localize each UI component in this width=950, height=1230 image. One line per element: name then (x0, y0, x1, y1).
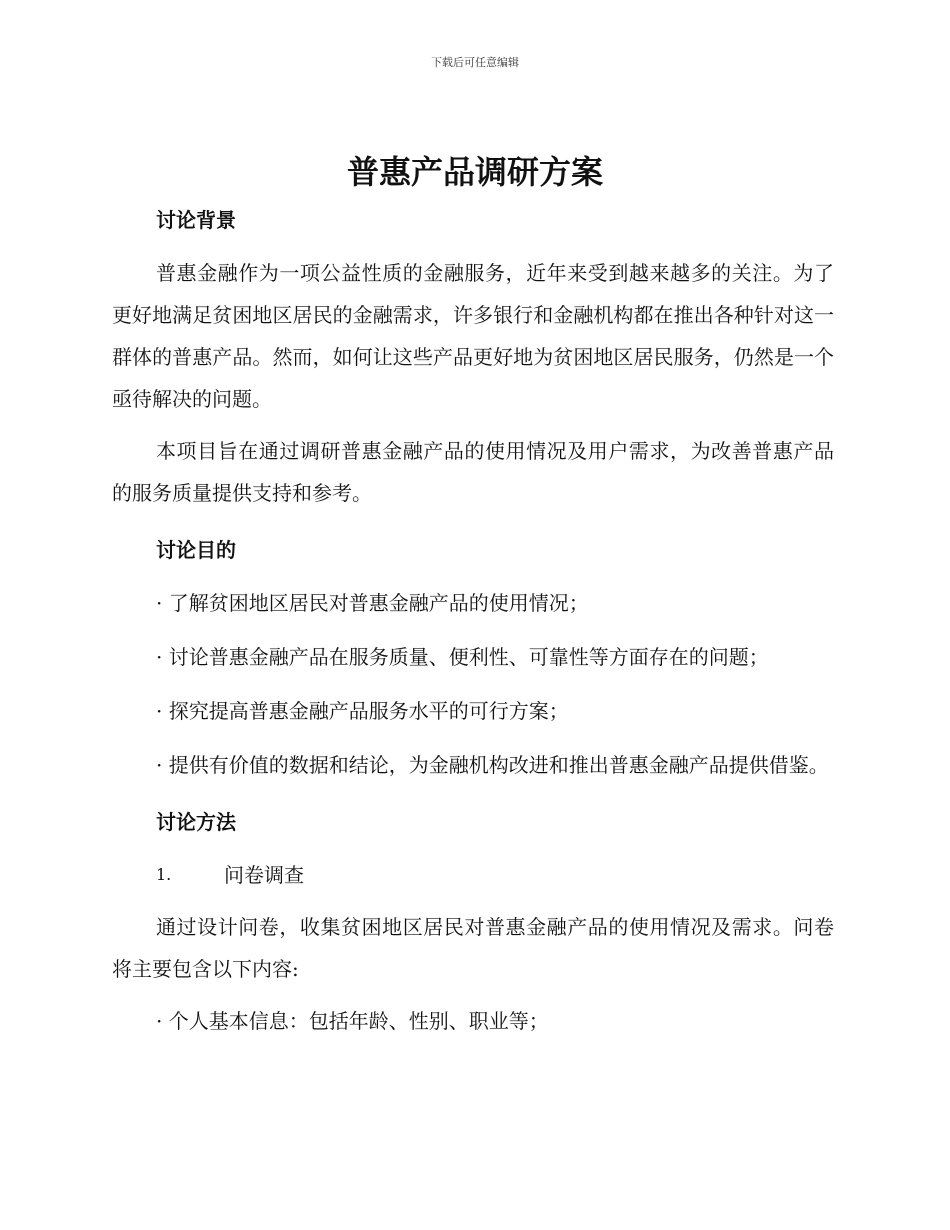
method-item-label: 问卷调查 (224, 863, 304, 887)
method-item-number: 1. (156, 865, 172, 884)
purpose-bullet-2: · 讨论普惠金融产品在服务质量、便利性、可靠性等方面存在的问题； (156, 645, 769, 669)
page-header: 下载后可任意编辑 (431, 56, 519, 69)
purpose-bullet-3: · 探究提高普惠金融产品服务水平的可行方案； (156, 699, 569, 723)
method-numbered-item (112, 854, 834, 896)
purpose-bullet-4: · 提供有价值的数据和结论，为金融机构改进和推出普惠金融产品提供借鉴。 (156, 753, 829, 777)
background-paragraph-2: 本项目旨在通过调研普惠金融产品的使用情况及用户需求，为改善普惠产品的服务质量提供支持和参考。 (112, 439, 834, 505)
background-paragraph-1: 普惠金融作为一项公益性质的金融服务，近年来受到越来越多的关注。为了更好地满足贫困地区居民的金融需求，许多银行和金融机构都在推出各种针对这一群体的普惠产品。然而，如何让这些产品更好地为贫困地区居民服务，仍然是一个亟待解决的问题。 (112, 261, 834, 411)
document-title: 普惠产品调研方案 (346, 153, 603, 191)
section-heading-background: 讨论背景 (156, 208, 236, 232)
section-heading-purpose: 讨论目的 (156, 538, 236, 562)
method-paragraph: 通过设计问卷，收集贫困地区居民对普惠金融产品的使用情况及需求。问卷将主要包含以下内容: (112, 915, 834, 981)
purpose-bullet-1: · 了解贫困地区居民对普惠金融产品的使用情况； (156, 591, 589, 615)
section-heading-method: 讨论方法 (156, 810, 236, 834)
method-bullet-1: · 个人基本信息：包括年龄、性别、职业等； (156, 1009, 549, 1033)
document-body (112, 204, 834, 1054)
